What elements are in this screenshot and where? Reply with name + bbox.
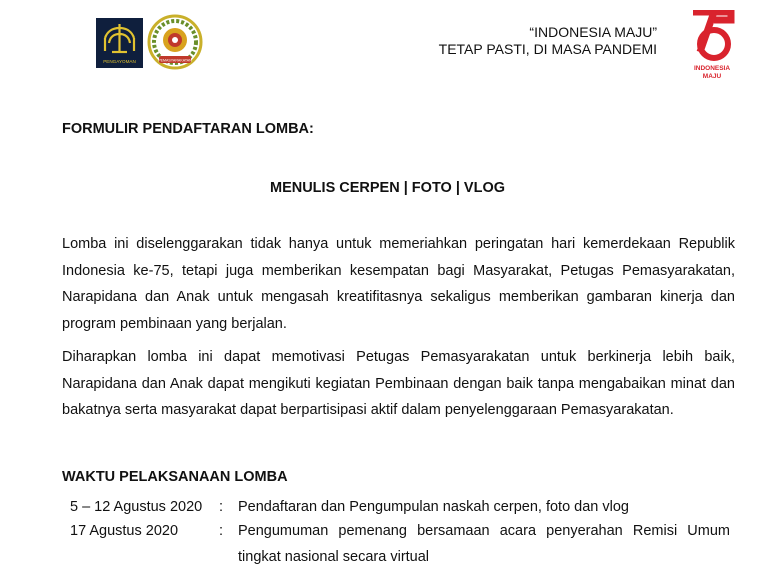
tagline-line-1: “INDONESIA MAJU” xyxy=(529,24,657,40)
tagline xyxy=(439,24,657,58)
schedule-separator: : xyxy=(219,499,224,515)
schedule-date: 5 – 12 Agustus 2020 xyxy=(70,499,203,515)
tagline-line-2: TETAP PASTI, DI MASA PANDEMI xyxy=(438,41,657,57)
pengayoman-logo xyxy=(96,18,143,68)
schedule-description: Pendaftaran dan Pengumpulan naskah cerpen, foto dan vlog xyxy=(238,499,629,515)
svg-text:PEMASYARAKATAN: PEMASYARAKATAN xyxy=(158,58,192,63)
form-title: FORMULIR PENDAFTARAN LOMBA: xyxy=(62,121,314,137)
schedule-date: 17 Agustus 2020 xyxy=(70,523,179,539)
intro-paragraph-2: Diharapkan lomba ini dapat memotivasi Petugas Pemasyarakatan untuk berkinerja lebih baik, Narapidana dan Anak dapat mengikuti kegiatan Pembinaan dengan baik tanpa mengabaikan minat dan bakatnya serta masyarakat dapat berpartisipasi aktif dalam penyelenggaraan Pemasyarakatan. xyxy=(62,349,735,418)
pemasyarakatan-logo xyxy=(147,14,203,70)
schedule-description: Pengumuman pemenang bersamaan acara penyerahan Remisi Umum tingkat nasional secara virtual xyxy=(238,523,730,565)
svg-text:PENGAYOMAN: PENGAYOMAN xyxy=(103,59,136,64)
schedule-separator: : xyxy=(219,523,224,539)
svg-text:MAJU: MAJU xyxy=(702,73,722,80)
schedule-heading: WAKTU PELAKSANAAN LOMBA xyxy=(62,469,288,485)
competition-title: MENULIS CERPEN | FOTO | VLOG xyxy=(269,180,506,196)
intro-paragraph-1: Lomba ini diselenggarakan tidak hanya untuk memeriahkan peringatan hari kemerdekaan Republik Indonesia ke-75, tetapi juga memberikan kesempatan bagi Masyarakat, Petugas Pemasyarakatan, Narapidana dan Anak untuk mengasah kreatifitasnya sekaligus memberikan gambaran kinerja dan program pembinaan yang berjalan. xyxy=(62,236,735,332)
indonesia-maju-75-logo xyxy=(688,10,736,80)
svg-text:INDONESIA: INDONESIA xyxy=(693,65,731,72)
